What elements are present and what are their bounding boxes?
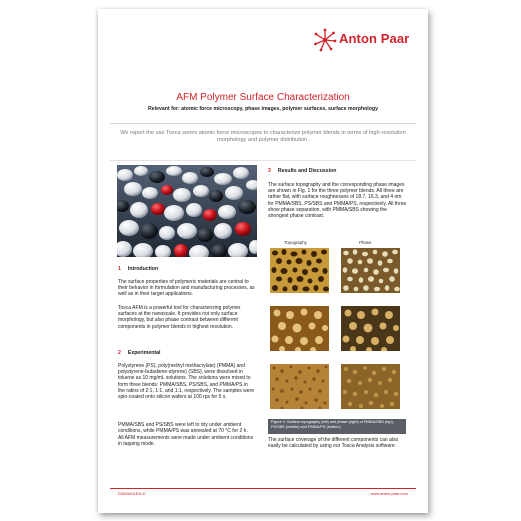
section-title: Experimental <box>127 350 161 356</box>
paragraph: The surface topography and the corresponding phase images are shown in Fig. 1 for the three polymer blends. All three are rather flat, with surface roughnesses of 18.7, 16.3, and 4 nm for PMMA/SBS, PS/SBS and PMMA/PS, respectively. All three show phase separation, with PMMA/SBS showing the strongest phase contrast. <box>268 182 407 220</box>
brand-name: Anton Paar <box>339 31 410 46</box>
anton-paar-logo-icon <box>312 27 338 53</box>
section-number: 1 <box>118 266 121 272</box>
section-heading-introduction <box>118 266 158 272</box>
figure-column-label: Phase <box>359 240 372 245</box>
brand-logo <box>312 27 412 55</box>
document-title: AFM Polymer Surface Characterization <box>176 92 350 103</box>
footer-rule <box>110 488 416 489</box>
website-link[interactable]: www.anton-paar.com <box>370 491 408 496</box>
paragraph: Polystyrene (PS), poly(methyl methacrylate) (PMMA) and polystyrene-butadiene-styrene) (SBS), were dissolved in toluene as 10 mg/mL solutions. The solutions were mixed to form three blends: PMMA/SBS, PS/SBS, and PMMA/PS in the ratios of 2:1, 1:1, and 1:1, respectively. The samples were spin-coated onto silicon wafers at 100 rps for 5 s. <box>118 363 254 401</box>
section-title: Introduction <box>127 266 159 272</box>
afm-image-pmma-ps-topography <box>270 364 329 409</box>
paragraph: The surface coverage of the different components can also easily be calculated by using our Tosca Analysis software. <box>268 437 399 450</box>
section-title: Results and Discussion <box>277 168 337 174</box>
paragraph: All AFM measurements were made under ambient conditions in tapping mode. <box>118 435 254 448</box>
figure-column-label: Topography <box>284 240 307 245</box>
section-number: 3 <box>268 168 271 174</box>
polymer-pellets-photo <box>117 165 257 257</box>
paragraph: The surface properties of polymeric materials are central to their behavior in formulation and manufacturing processes, as well as in their target applications. <box>118 279 255 298</box>
divider <box>110 160 416 161</box>
paragraph: PMMA/SBS and PS/SBS were left to dry under ambient conditions, while PMMA/PS was annealed at 70 °C for 2 h. <box>118 422 248 435</box>
afm-image-pmma-sbs-phase <box>341 248 400 293</box>
abstract-text: We report the use Tosca series atomic force microscopes to characterize polymer blends in terms of high-resolution morphology and polymer distribution. <box>120 130 406 144</box>
divider <box>110 123 416 124</box>
document-code: D35IA001EN-D <box>118 491 146 496</box>
afm-image-ps-sbs-topography <box>270 306 329 351</box>
afm-image-pmma-sbs-topography <box>270 248 329 293</box>
figure-caption: Figure 1: Surface topography (left) and phase (right) of PMMA/SBS (top), PS/SBS (middle) and PMMA/PS (bottom) <box>268 419 406 434</box>
section-heading-results <box>268 168 336 174</box>
section-heading-experimental <box>118 350 160 356</box>
section-number: 2 <box>118 350 121 356</box>
afm-image-pmma-ps-phase <box>341 364 400 409</box>
paragraph: Tosca AFM is a powerful tool for characterizing polymer surfaces at the nanoscale. It provides not only surface morphology, but also phase contrast between different components in polymer blends in highest resolution. <box>118 305 241 330</box>
afm-image-ps-sbs-phase <box>341 306 400 351</box>
document-subtitle: Relevant for: atomic force microscopy, phase images, polymer surfaces, surface morphology <box>148 106 378 112</box>
